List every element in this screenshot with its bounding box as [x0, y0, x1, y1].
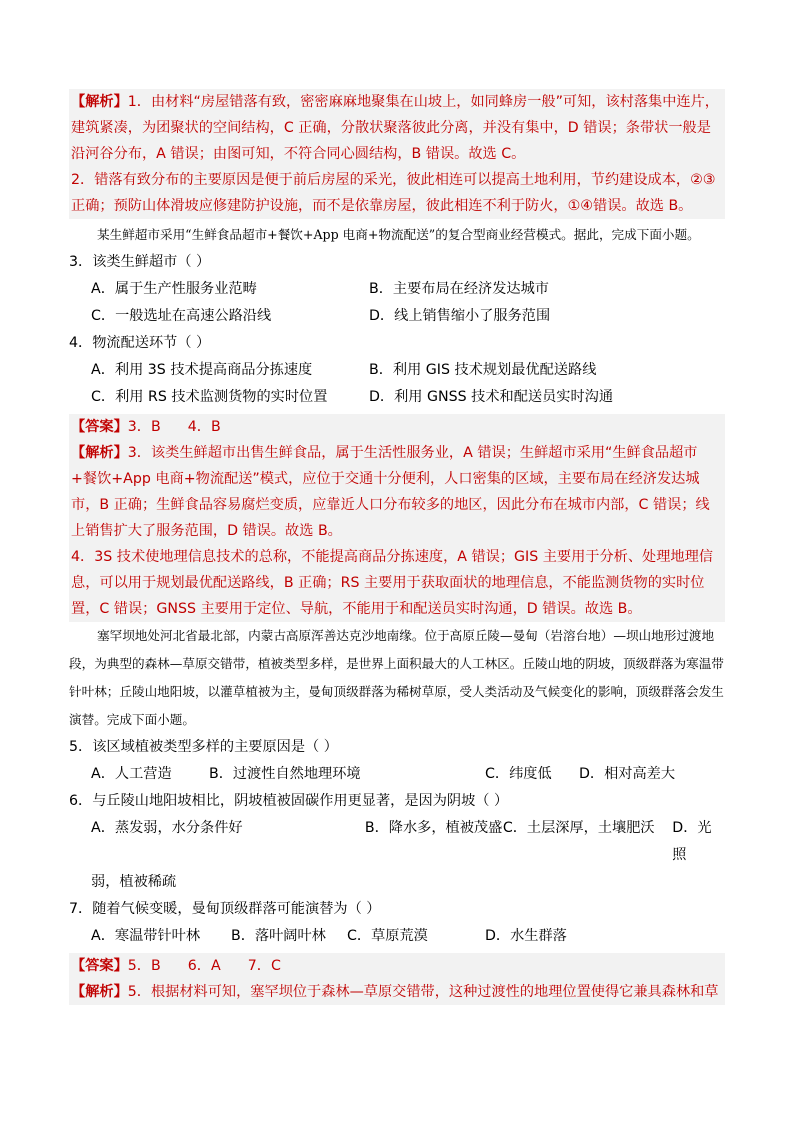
question-stem: 6．与丘陵山地阳坡相比，阴坡植被固碳作用更显著，是因为阴坡（ ） — [69, 793, 509, 809]
options-row — [69, 761, 725, 788]
option-c: C．纬度低 — [485, 766, 552, 782]
option-d: D．水生群落 — [485, 928, 567, 944]
analysis-text: 1．由材料“房屋错落有致，密密麻麻地聚集在山坡上，如同蜂房一般”可知，该村落集中连片，建筑紧凑，为团聚状的空间结构，C 正确，分散状聚落彼此分离，并没有集中，D 错误；条带状一般是沿河谷分布，A 错误；由图可知，不符合同心圆结构，B 错误。故选 C。 — [71, 94, 719, 162]
option-c: C．利用 RS 技术监测货物的实时位置 — [91, 389, 328, 405]
option-a: A．利用 3S 技术提高商品分拣速度 — [91, 362, 313, 378]
options-row — [69, 815, 725, 869]
question-stem: 4．物流配送环节（ ） — [69, 335, 211, 351]
option-b: B．主要布局在经济发达城市 — [369, 281, 549, 297]
option-b: B．落叶阔叶林 — [231, 928, 326, 944]
option-c: C．一般选址在高速公路沿线 — [91, 308, 272, 324]
option-a: A．寒温带针叶林 — [91, 928, 201, 944]
analysis-block-3 — [69, 979, 725, 1005]
option-a: A．蒸发弱，水分条件好 — [91, 820, 243, 836]
analysis-text: 3．该类生鲜超市出售生鲜食品，属于生活性服务业，A 错误；生鲜超市采用“生鲜食品超市+餐饮+App 电商+物流配送”模式，应位于交通十分便利，人口密集的区域，主要布局在经济发达城市，B 正确；生鲜食品容易腐烂变质，应靠近人口分布较多的地区，因此分布在城市内部，C 错误；线上销售扩大了服务范围，D 错误。故选 B。 — [71, 445, 710, 539]
option-b: B．利用 GIS 技术规划最优配送路线 — [369, 362, 597, 378]
options-row — [69, 384, 725, 411]
option-d: D．光照 — [672, 820, 712, 863]
answer-block-2 — [69, 953, 725, 979]
option-d-continued: 弱，植被稀疏 — [91, 874, 177, 890]
question-stem: 5．该区域植被类型多样的主要原因是（ ） — [69, 739, 338, 755]
answer-tag: 【答案】 — [71, 419, 128, 435]
analysis-tag: 【解析】 — [71, 445, 128, 461]
options-row — [69, 303, 725, 330]
answer-tag: 【答案】 — [71, 958, 128, 974]
document-page — [69, 89, 725, 1005]
option-a: A．人工营造 — [91, 766, 172, 782]
material-passage: 塞罕坝地处河北省最北部，内蒙古高原浑善达克沙地南缘。位于高原丘陵—曼甸（岩溶台地）—坝山地形过渡地段，为典型的森林—草原交错带，植被类型多样，是世界上面积最大的人工林区。丘陵山地的阴坡，顶级群落为寒温带针叶林；丘陵山地阳坡，以灌草植被为主，曼甸顶级群落为稀树草原，受人类活动及气候变化的影响，顶级群落会发生演替。完成下面小题。 — [69, 628, 724, 727]
options-row — [69, 357, 725, 384]
option-b: B．过渡性自然地理环境 — [209, 766, 361, 782]
option-b: B．降水多，植被茂盛 — [364, 820, 503, 836]
option-d: D．相对高差大 — [579, 766, 676, 782]
option-a: A．属于生产性服务业范畴 — [91, 281, 257, 297]
answer-text: 3．B 4．B — [127, 419, 221, 435]
option-c: C．土层深厚，土壤肥沃 — [502, 820, 655, 836]
option-d: D．线上销售缩小了服务范围 — [369, 308, 551, 324]
analysis-tag: 【解析】 — [71, 984, 128, 1000]
option-d: D．利用 GNSS 技术和配送员实时沟通 — [369, 389, 614, 405]
analysis-text: 5．根据材料可知，塞罕坝位于森林—草原交错带，这种过渡性的地理位置使得它兼具森林和草 — [127, 984, 719, 1000]
analysis-tag: 【解析】 — [71, 94, 128, 110]
analysis-text: 2．错落有致分布的主要原因是便于前后房屋的采光，彼此相连可以提高土地利用，节约建设成本，②③正确；预防山体滑坡应修建防护设施，而不是依靠房屋，彼此相连不利于防火，①④错误。故选 B。 — [71, 172, 716, 214]
question-stem: 3．该类生鲜超市（ ） — [69, 254, 211, 270]
answer-text: 5．B 6．A 7．C — [127, 958, 281, 974]
material-passage: 某生鲜超市采用“生鲜食品超市+餐饮+App 电商+物流配送”的复合型商业经营模式。据此，完成下面小题。 — [97, 227, 700, 242]
analysis-block-2 — [69, 440, 725, 622]
answer-block-1 — [69, 414, 725, 440]
analysis-block-1 — [69, 89, 725, 219]
options-row — [69, 276, 725, 303]
analysis-text: 4．3S 技术使地理信息技术的总称，不能提高商品分拣速度，A 错误；GIS 主要用于分析、处理地理信息，可以用于规划最优配送路线，B 正确；RS 主要用于获取面状的地理信息，不能监测货物的实时位置，C 错误；GNSS 主要用于定位、导航，不能用于和配送员实时沟通，D 错误。故选 B。 — [71, 549, 713, 617]
option-c: C．草原荒漠 — [347, 928, 428, 944]
question-stem: 7．随着气候变暖，曼甸顶级群落可能演替为（ ） — [69, 901, 381, 917]
options-row — [69, 923, 725, 950]
